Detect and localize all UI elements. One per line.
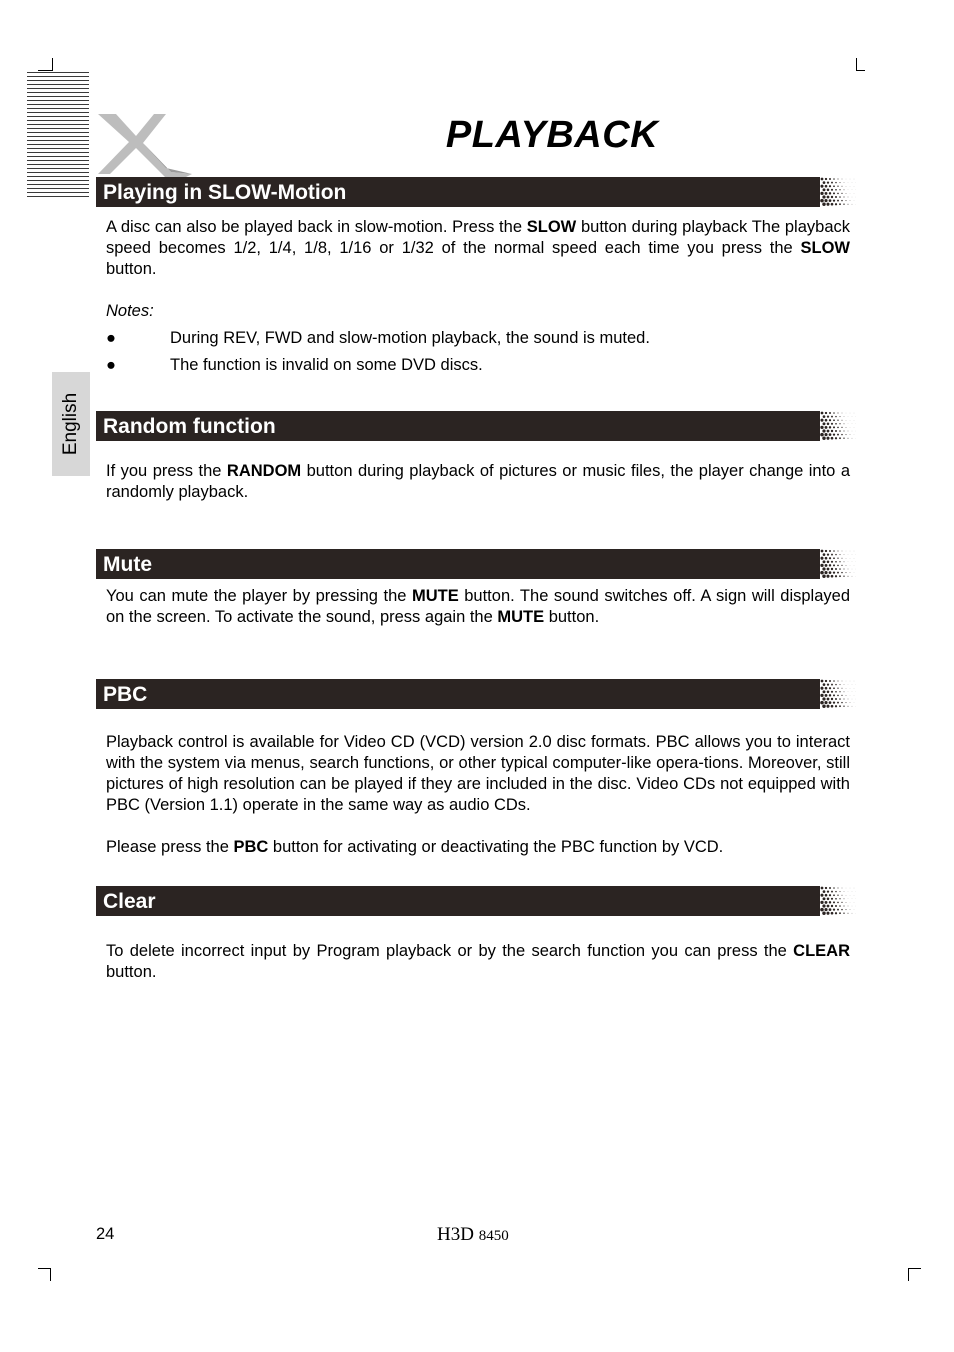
- section-header-mute: [96, 549, 856, 579]
- crop-mark-top-left: [38, 58, 53, 71]
- random-paragraph: If you press the RANDOM button during playback of pictures or music files, the player change into a randomly playback.: [106, 462, 850, 501]
- model-name: H3D 8450: [437, 1224, 509, 1245]
- pbc-paragraph-2: Please press the PBC button for activating or deactivating the PBC function by VCD.: [106, 838, 724, 856]
- bullet-icon: ●: [106, 329, 116, 347]
- mute-paragraph: You can mute the player by pressing the MUTE button. The sound switches off. A sign will displayed on the screen. To activate the sound, press again the MUTE button.: [106, 587, 850, 626]
- slow-motion-paragraph: A disc can also be played back in slow-motion. Press the SLOW button during playback The playback speed becomes 1/2, 1/4, 1/8, 1/16 or 1/32 of the normal speed each time you press the SLOW button.: [106, 218, 850, 278]
- halftone-dots-icon: [820, 679, 856, 709]
- page-title: PLAYBACK: [445, 114, 659, 156]
- page-number: 24: [96, 1225, 115, 1243]
- halftone-dots-icon: [820, 886, 856, 916]
- section-header-random: [96, 411, 856, 441]
- pbc-paragraph: Playback control is available for Video CD (VCD) version 2.0 disc formats. PBC allows you to interact with the system via menus, search functions, or other typical computer-like opera-tions. Moreover, still pictures of high resolution can be played if they are included in the disc. Video CDs not equipped with PBC (Version 1.1) operate in the same way as audio CDs.: [106, 733, 850, 814]
- section-title: Playing in SLOW-Motion: [103, 181, 347, 204]
- halftone-dots-icon: [820, 411, 856, 441]
- crop-mark-bottom-left: [38, 1268, 51, 1281]
- section-header-pbc: [96, 679, 856, 709]
- clear-paragraph: To delete incorrect input by Program playback or by the search function you can press the CLEAR button.: [106, 942, 850, 981]
- section-header-clear: [96, 886, 856, 916]
- section-title: Clear: [103, 890, 156, 913]
- section-title: PBC: [103, 683, 148, 706]
- section-title: Random function: [103, 415, 276, 438]
- bullet-icon: ●: [106, 356, 116, 374]
- halftone-dots-icon: [820, 177, 856, 207]
- crop-mark-top-right: [856, 58, 865, 71]
- section-header-slow-motion: [96, 177, 856, 207]
- language-tab: [52, 372, 90, 476]
- notes-label: Notes:: [106, 302, 154, 320]
- crop-mark-bottom-right: [908, 1268, 921, 1281]
- halftone-dots-icon: [820, 549, 856, 579]
- section-title: Mute: [103, 553, 152, 576]
- language-tab-label: English: [60, 392, 81, 456]
